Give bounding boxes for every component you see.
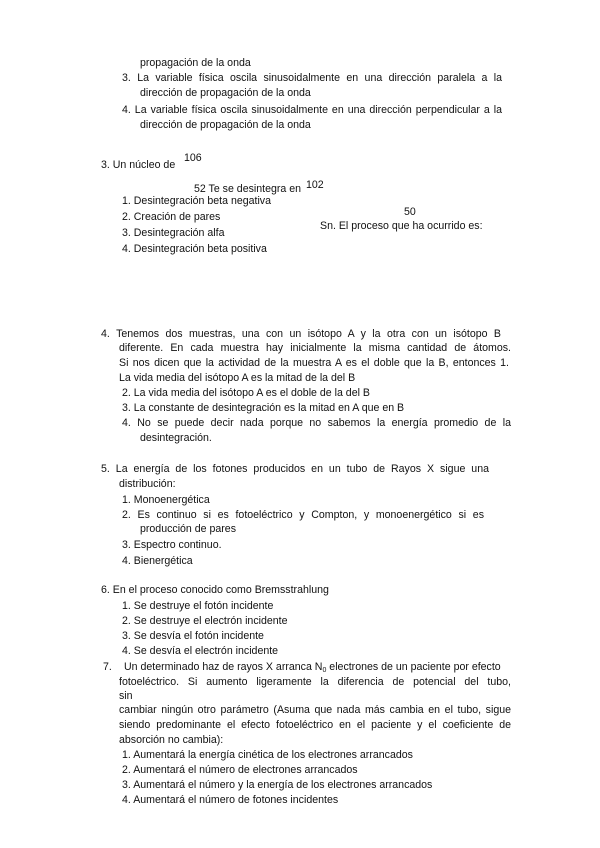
- q4-option-3: 3. La constante de desintegración es la mitad en A que en B: [122, 402, 405, 414]
- q6-option-2: 2. Se destruye el electrón incidente: [122, 615, 288, 627]
- q6-option-3: 3. Se desvía el fotón incidente: [122, 630, 264, 642]
- q5-option-2-line1: 2. Es continuo si es fotoeléctrico y Compton, y monoenergético si es: [122, 509, 484, 521]
- q5-option-1: 1. Monoenergética: [122, 494, 210, 506]
- q7-line-4: cambiar ningún otro parámetro (Asuma que nada más cambia en el tubo, sigue: [119, 704, 511, 716]
- q7-line-1-post: electrones de un paciente por efecto: [326, 661, 501, 673]
- q6-option-4: 4. Se desvía el electrón incidente: [122, 645, 279, 657]
- q7-line-2: fotoeléctrico. Si aumento ligeramente la diferencia de potencial del tubo,: [119, 676, 511, 688]
- q4-line-1: 4. Tenemos dos muestras, una con un isótopo A y la otra con un isótopo B: [101, 328, 501, 340]
- q6-stem: 6. En el proceso conocido como Bremsstrahlung: [101, 584, 329, 596]
- q3-option-1: 1. Desintegración beta negativa: [122, 195, 272, 207]
- q7-line-6: absorción no cambia):: [119, 734, 224, 746]
- q7-option-3: 3. Aumentará el número y la energía de los electrones arrancados: [122, 779, 433, 791]
- q3-stem-2: 52 Te se desintegra en: [194, 183, 301, 195]
- q3-mass-number-sn: 102: [306, 179, 324, 191]
- q2-continuation: propagación de la onda: [140, 57, 251, 69]
- q7-line-5: siendo predominante el efecto fotoeléctrico en el paciente y el coeficiente de: [119, 719, 511, 731]
- q2-option-4-line2: dirección de propagación de la onda: [140, 119, 311, 131]
- q3-option-2: 2. Creación de pares: [122, 211, 221, 223]
- q4-option-2: 2. La vida media del isótopo A es el doble de la del B: [122, 387, 370, 399]
- q4-line-4: La vida media del isótopo A es la mitad de la del B: [119, 372, 356, 384]
- q2-option-4-line1: 4. La variable física oscila sinusoidalmente en una dirección perpendicular a la: [122, 104, 502, 116]
- q3-option-3: 3. Desintegración alfa: [122, 227, 225, 239]
- q7-option-2: 2. Aumentará el número de electrones arrancados: [122, 764, 358, 776]
- q5-line-1: 5. La energía de los fotones producidos en un tubo de Rayos X sigue una: [101, 463, 489, 475]
- q3-mass-number-te: 106: [184, 152, 202, 164]
- q4-option-4-line1: 4. No se puede decir nada porque no sabemos la energía promedio de la: [122, 417, 511, 429]
- q7-line-1-pre: Un determinado haz de rayos X arranca N: [124, 661, 323, 673]
- q2-option-3-line1: 3. La variable física oscila sinusoidalmente en una dirección paralela a la: [122, 72, 502, 84]
- q7-n0-subscript: 0: [322, 667, 327, 674]
- q4-option-4-line2: desintegración.: [140, 432, 212, 444]
- q4-line-3: Si nos dicen que la actividad de la muestra A es el doble que la B, entonces 1.: [119, 357, 509, 369]
- q6-option-1: 1. Se destruye el fotón incidente: [122, 600, 274, 612]
- q7-option-4: 4. Aumentará el número de fotones incidentes: [122, 794, 339, 806]
- q7-number: 7.: [103, 661, 112, 673]
- q5-option-3: 3. Espectro continuo.: [122, 539, 222, 551]
- q3-atomic-number-sn: 50: [404, 206, 416, 218]
- q4-line-2: diferente. En cada muestra hay inicialmente la misma cantidad de átomos.: [119, 342, 511, 354]
- q3-stem-3: Sn. El proceso que ha ocurrido es:: [320, 220, 483, 232]
- q5-option-4: 4. Bienergética: [122, 555, 193, 567]
- q3-option-4: 4. Desintegración beta positiva: [122, 243, 267, 255]
- q5-line-2: distribución:: [119, 478, 176, 490]
- q3-stem: 3. Un núcleo de: [101, 159, 176, 171]
- q7-option-1: 1. Aumentará la energía cinética de los electrones arrancados: [122, 749, 413, 761]
- q5-option-2-line2: producción de pares: [140, 523, 236, 535]
- q2-option-3-line2: dirección de propagación de la onda: [140, 87, 311, 99]
- q7-line-3: sin: [119, 690, 133, 702]
